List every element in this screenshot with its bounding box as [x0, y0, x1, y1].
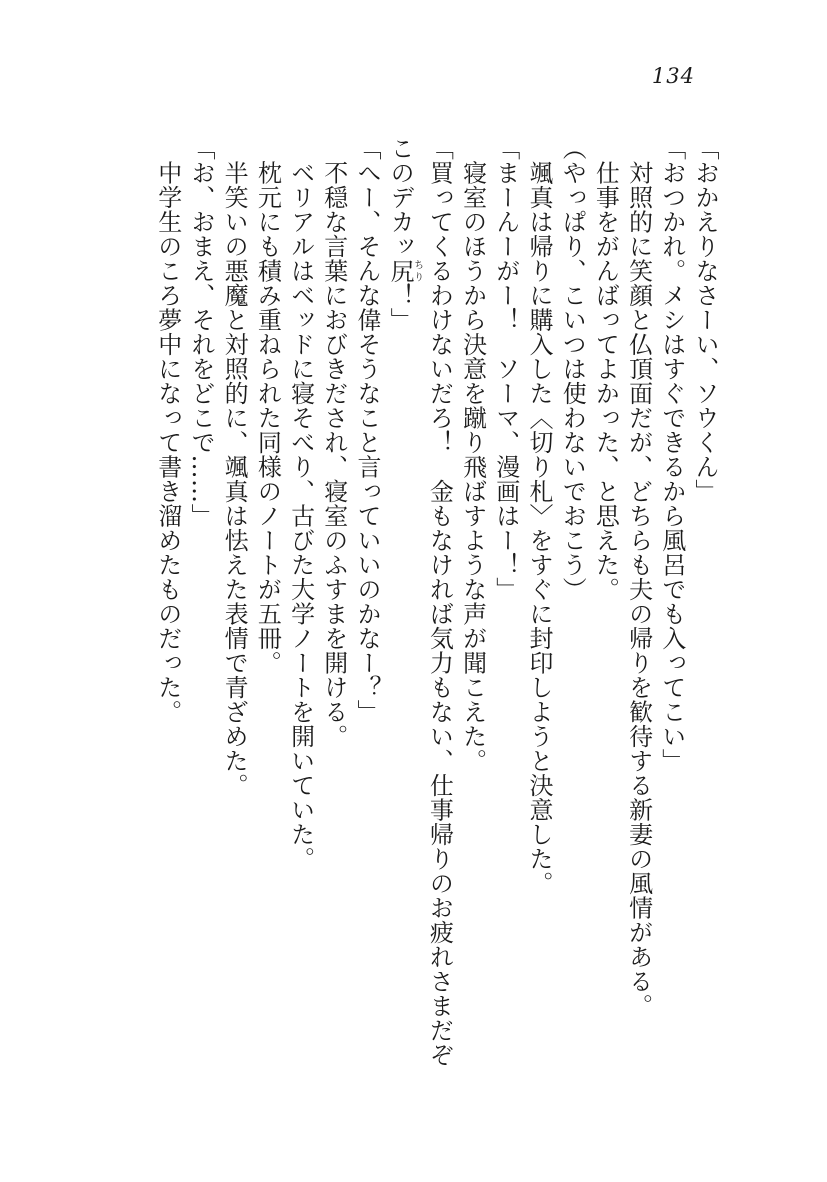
text-line: 不穏な言葉におびきだされ、寝室のふすまを開ける。: [319, 136, 348, 749]
text-line: （やっぱり、こいつは使わないでおこう）: [558, 136, 587, 602]
text-line-with-ruby: [383, 136, 422, 1072]
text-line: 半笑いの悪魔と対照的に、颯真は怯えた表情で青ざめた。: [220, 136, 249, 798]
text-line: 「おかえりなさーい、ソウくん」: [691, 136, 719, 504]
text-line: 仕事をがんばってよかった、と思えた。: [591, 136, 620, 602]
text-line: 寝室のほうから決意を蹴り飛ばすような声が聞こえた。: [458, 136, 487, 773]
text-segment: ！」: [386, 283, 415, 332]
text-line: 「おつかれ。メシはすぐできるから風呂でも入ってこい」: [657, 136, 686, 773]
ruby-base: 尻: [386, 258, 415, 283]
text-line: 「まーんーがー！ ソーマ、漫画はー！」: [491, 136, 520, 602]
ruby-text: ちり: [411, 258, 423, 283]
text-line: 「お、おまえ、それをどこで……」: [186, 136, 215, 528]
text-line: ベリアルはベッドに寝そべり、古びた大学ノートを開いていた。: [286, 136, 315, 871]
text-body: [151, 136, 721, 1072]
text-segment: このデカッ: [386, 136, 415, 259]
text-line: 対照的に笑顔と仏頂面だが、どちらも夫の帰りを歓待する新妻の風情がある。: [624, 136, 653, 1018]
text-line: 枕元にも積み重ねられた同様のノートが五冊。: [253, 136, 282, 675]
text-line: 颯真は帰りに購入した〈切り札〉をすぐに封印しようと決意した。: [524, 136, 553, 896]
ruby-annotation: [386, 258, 423, 284]
text-line: 「へー、そんな偉そうなこと言っていいのかなー？」: [352, 136, 381, 724]
text-line: 中学生のころ夢中になって書き溜めたものだった。: [153, 136, 182, 724]
page-number: 134: [651, 64, 695, 88]
text-line: 「買ってくるわけないだろ！ 金もなければ気力もない、仕事帰りのお疲れさまだぞ: [425, 136, 454, 1067]
